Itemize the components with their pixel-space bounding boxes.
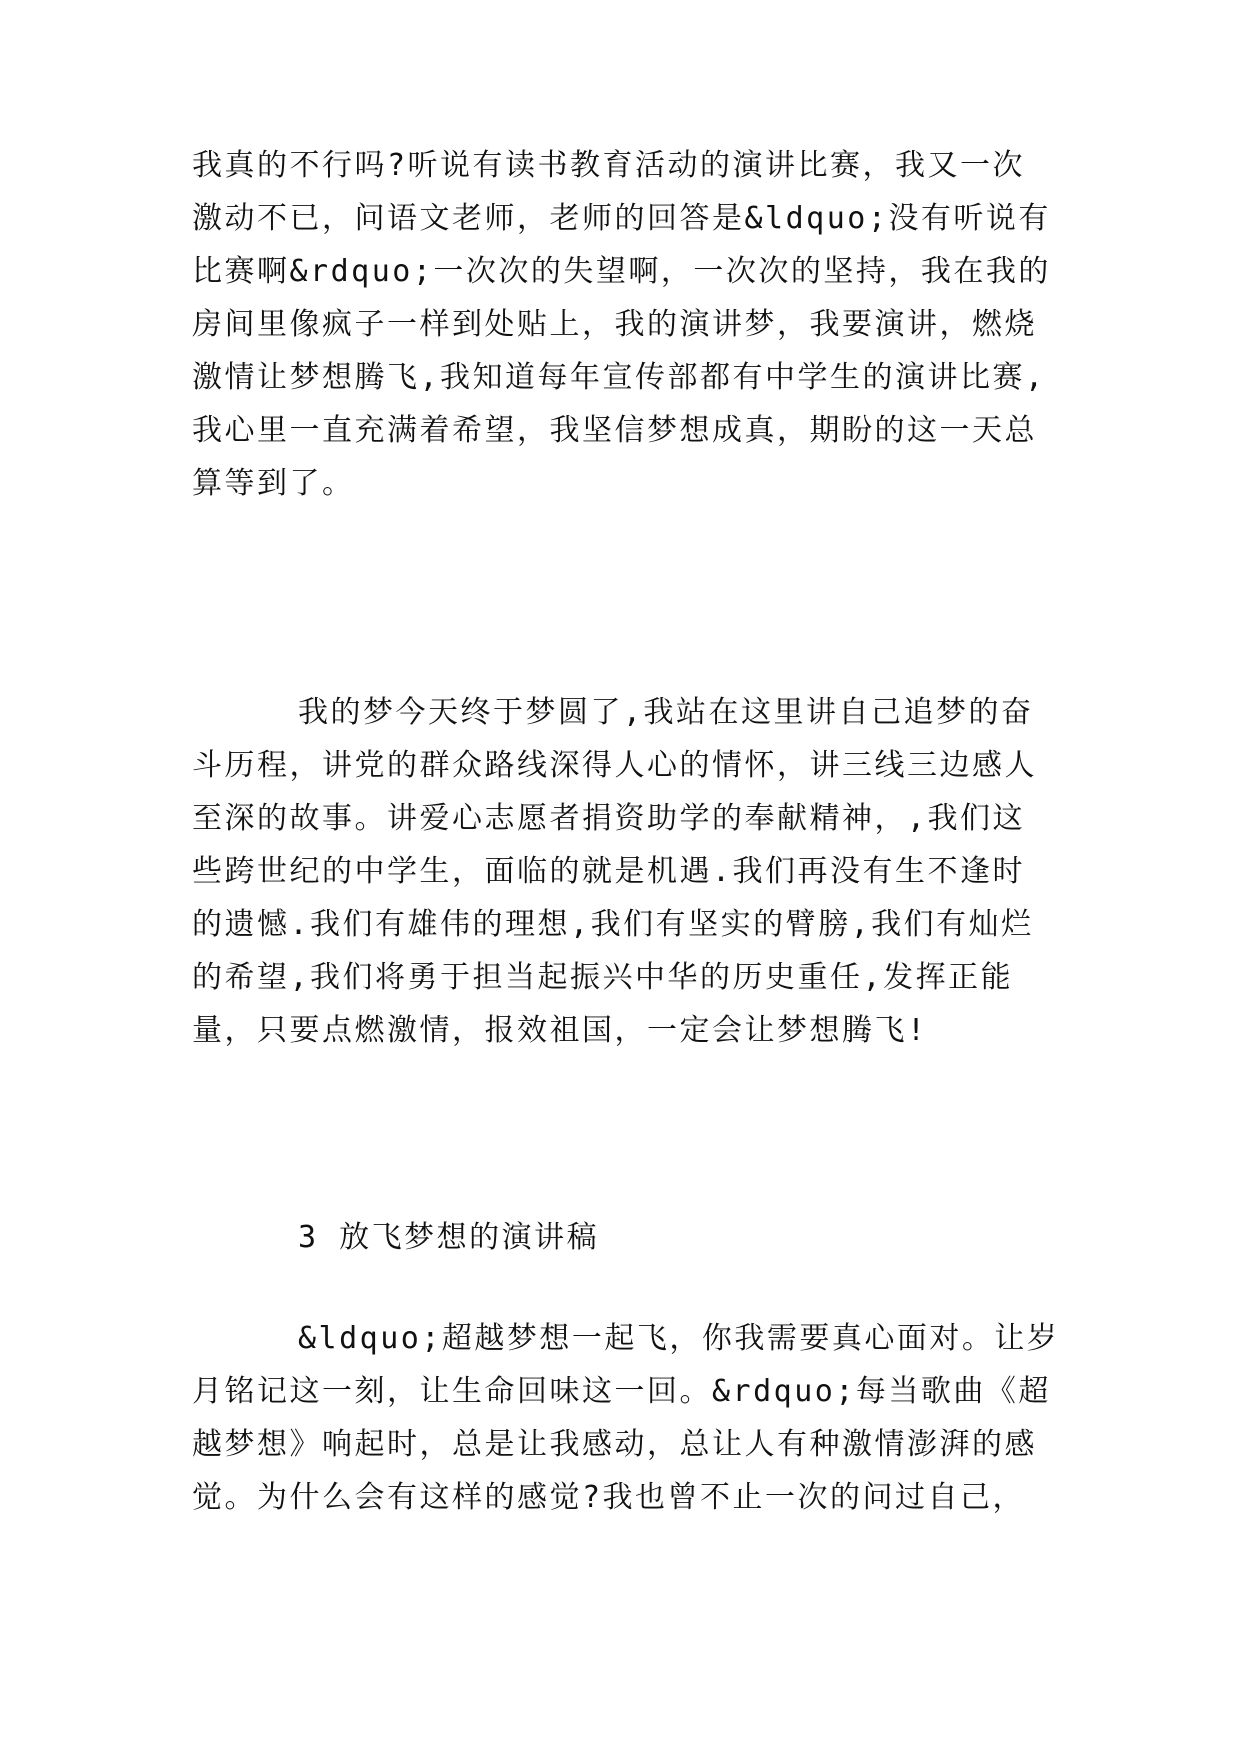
text-line: 的希望,我们将勇于担当起振兴中华的历史重任,发挥正能 [192,960,1014,995]
text-line: 的遗憾.我们有雄伟的理想,我们有坚实的臂膀,我们有灿烂 [192,907,1034,942]
text-line: 比赛啊&rdquo;一次次的失望啊，一次次的坚持，我在我的 [192,254,1051,289]
text-line: 至深的故事。讲爱心志愿者捐资助学的奉献精神，,我们这 [192,801,1026,836]
text-line: 房间里像疯子一样到处贴上，我的演讲梦，我要演讲，燃烧 [192,307,1037,342]
text-line: 斗历程，讲党的群众路线深得人心的情怀，讲三线三边感人 [192,748,1037,783]
text-line: 算等到了。 [192,466,355,501]
section-heading: 3 放飞梦想的演讲稿 [298,1220,600,1255]
text-line: 觉。为什么会有这样的感觉?我也曾不止一次的问过自己， [192,1480,1026,1515]
text-line: 我真的不行吗?听说有读书教育活动的演讲比赛，我又一次 [192,148,1026,183]
text-line: 量，只要点燃激情，报效祖国，一定会让梦想腾飞! [192,1013,928,1048]
text-line: 些跨世纪的中学生，面临的就是机遇.我们再没有生不逢时 [192,854,1026,889]
text-line: 激动不已，问语文老师，老师的回答是&ldquo;没有听说有 [192,201,1051,236]
text-line: 越梦想》响起时，总是让我感动，总让人有种激情澎湃的感 [192,1427,1037,1462]
text-line: &ldquo;超越梦想一起飞，你我需要真心面对。让岁 [298,1321,1060,1356]
text-line: 我的梦今天终于梦圆了,我站在这里讲自己追梦的奋 [298,695,1034,730]
text-line: 月铭记这一刻，让生命回味这一回。&rdquo;每当歌曲《超 [192,1374,1051,1409]
text-line: 激情让梦想腾飞,我知道每年宣传部都有中学生的演讲比赛, [192,360,1046,395]
text-line: 我心里一直充满着希望，我坚信梦想成真，期盼的这一天总 [192,413,1037,448]
